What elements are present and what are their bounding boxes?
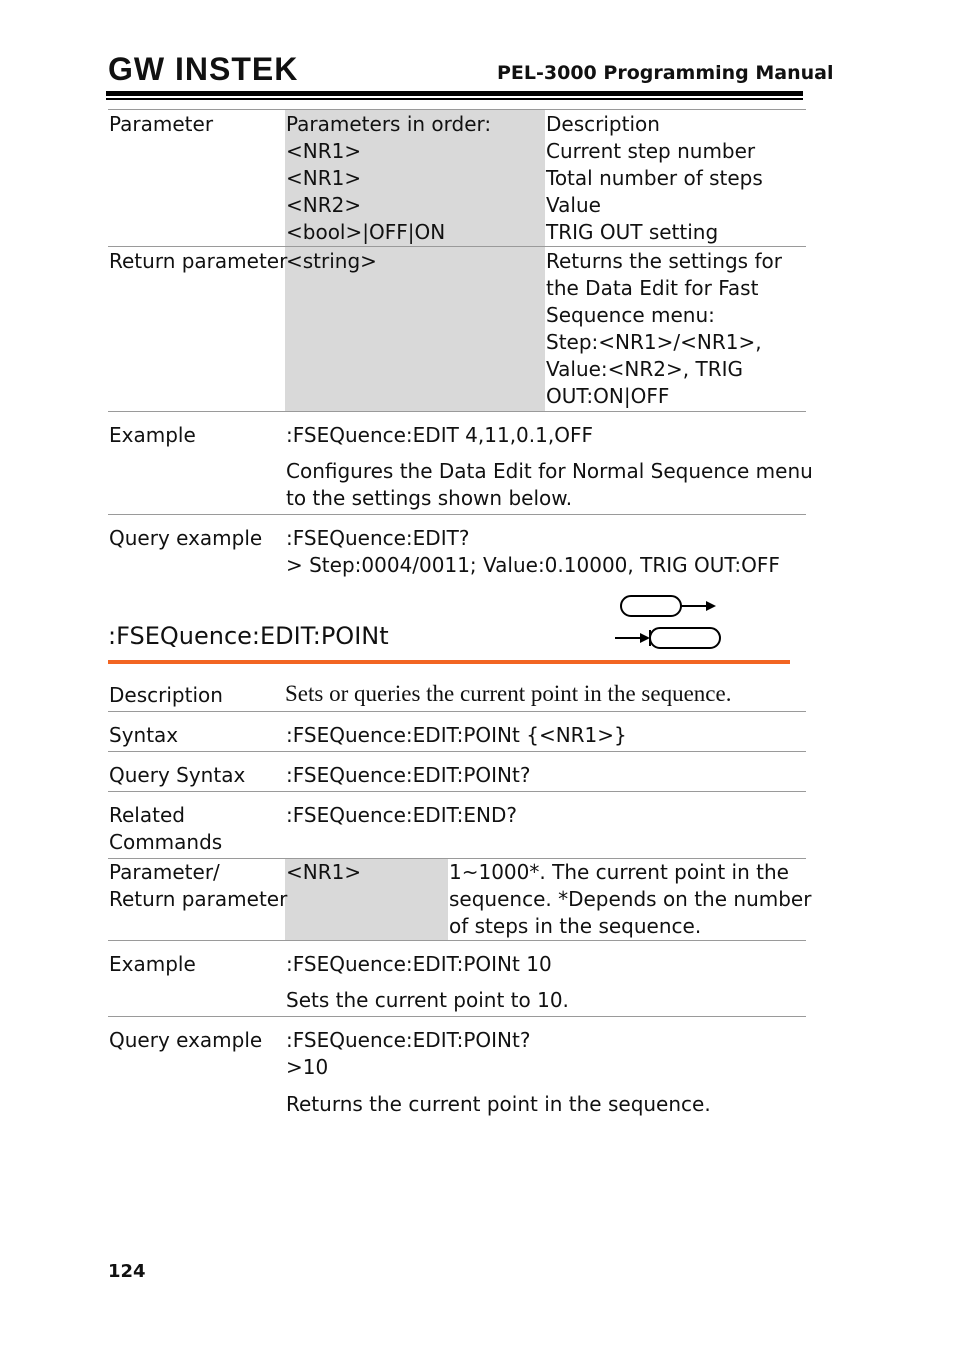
parameter-value-line: <NR1>: [286, 166, 362, 190]
parameter-values: [286, 111, 491, 246]
return-parameter-description: [546, 248, 782, 410]
query-example-lines: [286, 525, 780, 579]
running-header-title: PEL-3000 Programming Manual: [497, 62, 834, 84]
row-divider: [108, 791, 806, 792]
example-label: Example: [109, 423, 196, 447]
brand-logo: GW INSTEK: [108, 51, 299, 87]
command-type-icons: [612, 592, 724, 654]
parameter-description: [449, 859, 811, 940]
row-divider: [108, 514, 806, 515]
description-line: the Data Edit for Fast: [546, 276, 759, 300]
description-line: OUT:ON|OFF: [546, 384, 670, 408]
parameter-description-line: Total number of steps: [546, 166, 763, 190]
related-commands-text: :FSEQuence:EDIT:END?: [286, 803, 517, 827]
parameter-value-line: <NR2>: [286, 193, 362, 217]
query-line: :FSEQuence:EDIT?: [286, 526, 470, 550]
example-label: Example: [109, 952, 196, 976]
example-command: :FSEQuence:EDIT 4,11,0.1,OFF: [286, 423, 593, 447]
query-example-label: Query example: [109, 526, 263, 550]
query-example-note: Returns the current point in the sequence.: [286, 1092, 711, 1116]
header-rule-thick: [106, 91, 803, 96]
return-parameter-value: <string>: [286, 249, 377, 273]
query-example-lines: [286, 1027, 530, 1081]
description-line: 1~1000*. The current point in the: [449, 860, 789, 884]
label-line: Commands: [109, 830, 223, 854]
label-line: Parameter/: [109, 860, 220, 884]
syntax-label: Syntax: [109, 723, 179, 747]
label-line: Related: [109, 803, 185, 827]
query-command-icon: [615, 628, 720, 648]
parameter-description-line: TRIG OUT setting: [546, 220, 719, 244]
parameter-description-line: Current step number: [546, 139, 756, 163]
parameter-value-line: Parameters in order:: [286, 112, 492, 136]
parameter-description-line: Description: [546, 112, 660, 136]
description-line: Returns the settings for: [546, 249, 782, 273]
parameter-descriptions: [546, 111, 763, 246]
query-syntax-text: :FSEQuence:EDIT:POINt?: [286, 763, 531, 787]
parameter-value: <NR1>: [286, 860, 362, 884]
description-line: Step:<NR1>/<NR1>,: [546, 330, 762, 354]
query-line: > Step:0004/0011; Value:0.10000, TRIG OUT:OFF: [286, 553, 780, 577]
query-example-label: Query example: [109, 1028, 263, 1052]
row-divider: [108, 1016, 806, 1017]
parameter-value-line: <NR1>: [286, 139, 362, 163]
related-commands-label: [109, 802, 222, 856]
page-number: 124: [108, 1261, 146, 1282]
description-line: Sequence menu:: [546, 303, 715, 327]
example-note: [286, 458, 813, 512]
syntax-text: :FSEQuence:EDIT:POINt {<NR1>}: [286, 723, 627, 747]
query-syntax-label: Query Syntax: [109, 763, 246, 787]
header-rule-thin: [106, 98, 803, 100]
note-line: to the settings shown below.: [286, 486, 573, 510]
example-command: :FSEQuence:EDIT:POINt 10: [286, 952, 552, 976]
set-command-icon: [621, 596, 716, 616]
row-divider: [108, 940, 806, 941]
parameter-return-label: [109, 859, 287, 913]
row-divider: [108, 711, 806, 712]
description-text: Sets or queries the current point in the sequence.: [285, 681, 732, 706]
command-title-rule: [108, 660, 790, 664]
parameter-label: Parameter: [109, 112, 214, 136]
query-line: >10: [286, 1055, 329, 1079]
query-line: :FSEQuence:EDIT:POINt?: [286, 1028, 531, 1052]
description-line: sequence. *Depends on the number: [449, 887, 812, 911]
description-line: of steps in the sequence.: [449, 914, 702, 938]
command-title: :FSEQuence:EDIT:POINt: [108, 622, 389, 650]
row-divider: [108, 411, 806, 412]
label-line: Return parameter: [109, 887, 288, 911]
row-divider: [108, 751, 806, 752]
return-parameter-label: Return parameter: [109, 249, 288, 273]
description-label: Description: [109, 683, 223, 707]
description-line: Value:<NR2>, TRIG: [546, 357, 743, 381]
example-note: Sets the current point to 10.: [286, 988, 569, 1012]
note-line: Configures the Data Edit for Normal Sequence menu: [286, 459, 813, 483]
parameter-description-line: Value: [546, 193, 601, 217]
parameter-value-line: <bool>|OFF|ON: [286, 220, 446, 244]
